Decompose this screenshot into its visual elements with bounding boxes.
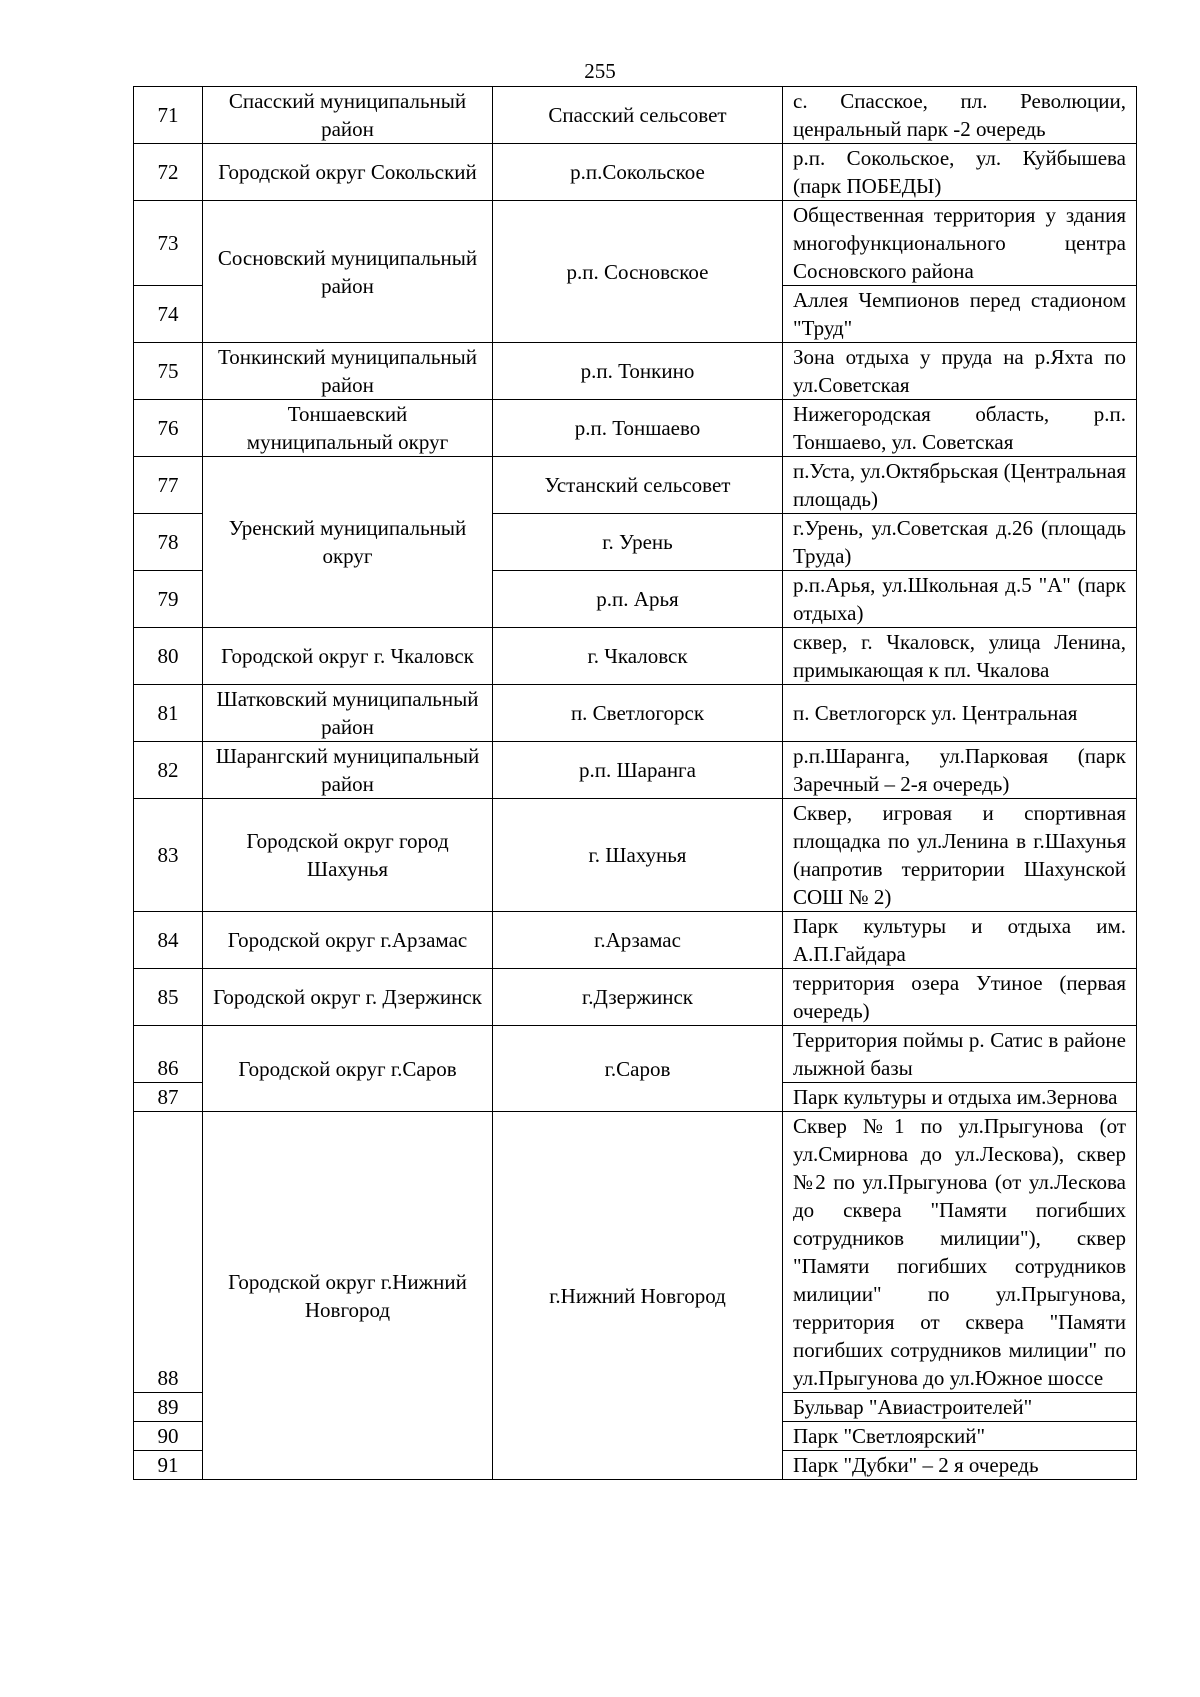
row-number: 88 <box>134 1112 203 1393</box>
row-number: 72 <box>134 144 203 201</box>
location-cell: Сквер, игровая и спортивная площадка по ул.Ленина в г.Шахунья (напротив территории Шахунской СОШ № 2) <box>783 799 1137 912</box>
settlement-cell: г.Нижний Новгород <box>493 1112 783 1480</box>
location-cell: Нижегородская область, р.п. Тоншаево, ул. Советская <box>783 400 1137 457</box>
location-cell: Общественная территория у здания многофункционального центра Сосновского района <box>783 201 1137 286</box>
municipality-cell: Шатковский муниципальный район <box>203 685 493 742</box>
row-number: 79 <box>134 571 203 628</box>
settlement-cell: г. Чкаловск <box>493 628 783 685</box>
municipality-cell: Тоншаевский муниципальный округ <box>203 400 493 457</box>
location-cell: Парк культуры и отдыха им.Зернова <box>783 1083 1137 1112</box>
row-number: 77 <box>134 457 203 514</box>
location-cell: территория озера Утиное (первая очередь) <box>783 969 1137 1026</box>
settlement-cell: Спасский сельсовет <box>493 87 783 144</box>
location-cell: Территория поймы р. Сатис в районе лыжной базы <box>783 1026 1137 1083</box>
location-cell: р.п.Шаранга, ул.Парковая (парк Заречный – 2-я очередь) <box>783 742 1137 799</box>
settlement-cell: г.Дзержинск <box>493 969 783 1026</box>
row-number: 85 <box>134 969 203 1026</box>
settlement-cell: г.Арзамас <box>493 912 783 969</box>
row-number: 73 <box>134 201 203 286</box>
row-number: 71 <box>134 87 203 144</box>
municipality-cell: Спасский муниципальный район <box>203 87 493 144</box>
row-number: 89 <box>134 1393 203 1422</box>
row-number: 86 <box>134 1026 203 1083</box>
table-row <box>134 799 1137 912</box>
location-cell: Парк "Дубки" – 2 я очередь <box>783 1451 1137 1480</box>
table-row <box>134 628 1137 685</box>
location-cell: р.п. Сокольское, ул. Куйбышева (парк ПОБЕДЫ) <box>783 144 1137 201</box>
table-row <box>134 201 1137 286</box>
municipality-cell: Уренский муниципальный округ <box>203 457 493 628</box>
location-cell: Бульвар "Авиастроителей" <box>783 1393 1137 1422</box>
location-cell: г.Урень, ул.Советская д.26 (площадь Труда) <box>783 514 1137 571</box>
location-cell: Парк "Светлоярский" <box>783 1422 1137 1451</box>
table-row <box>134 685 1137 742</box>
table-row <box>134 400 1137 457</box>
settlement-cell: п. Светлогорск <box>493 685 783 742</box>
municipality-cell: Городской округ г.Саров <box>203 1026 493 1112</box>
row-number: 74 <box>134 286 203 343</box>
settlement-cell: р.п. Тонкино <box>493 343 783 400</box>
location-cell: сквер, г. Чкаловск, улица Ленина, примыкающая к пл. Чкалова <box>783 628 1137 685</box>
row-number: 84 <box>134 912 203 969</box>
row-number: 76 <box>134 400 203 457</box>
location-cell: р.п.Арья, ул.Школьная д.5 "А" (парк отдыха) <box>783 571 1137 628</box>
location-cell: п.Уста, ул.Октябрьская (Центральная площадь) <box>783 457 1137 514</box>
municipality-cell: Городской округ г. Чкаловск <box>203 628 493 685</box>
municipality-cell: Городской округ г.Арзамас <box>203 912 493 969</box>
row-number: 90 <box>134 1422 203 1451</box>
location-cell: п. Светлогорск ул. Центральная <box>783 685 1137 742</box>
row-number: 82 <box>134 742 203 799</box>
row-number: 75 <box>134 343 203 400</box>
municipality-cell: Городской округ г. Дзержинск <box>203 969 493 1026</box>
row-number: 83 <box>134 799 203 912</box>
settlement-cell: Устанский сельсовет <box>493 457 783 514</box>
table-row <box>134 144 1137 201</box>
row-number: 78 <box>134 514 203 571</box>
municipality-cell: Городской округ Сокольский <box>203 144 493 201</box>
settlement-cell: р.п. Сосновское <box>493 201 783 343</box>
location-cell: Парк культуры и отдыха им. А.П.Гайдара <box>783 912 1137 969</box>
settlement-cell: г. Урень <box>493 514 783 571</box>
settlement-cell: р.п. Шаранга <box>493 742 783 799</box>
location-cell: Сквер №1 по ул.Прыгунова (от ул.Смирнова до ул.Лескова), сквер №2 по ул.Прыгунова (от ул.Лескова до сквера "Памяти погибших сотрудников милиции"), сквер "Памяти погибших сотрудников милиции" по ул.Прыгунова, территория от сквера "Памяти погибших сотрудников милиции" по ул.Прыгунова до ул.Южное шоссе <box>783 1112 1137 1393</box>
table-row <box>134 1026 1137 1083</box>
settlement-cell: р.п. Арья <box>493 571 783 628</box>
row-number: 80 <box>134 628 203 685</box>
territory-table <box>133 86 1137 1480</box>
settlement-cell: г.Саров <box>493 1026 783 1112</box>
municipality-cell: Шарангский муниципальный район <box>203 742 493 799</box>
row-number: 81 <box>134 685 203 742</box>
row-number: 87 <box>134 1083 203 1112</box>
municipality-cell: Городской округ город Шахунья <box>203 799 493 912</box>
settlement-cell: р.п.Сокольское <box>493 144 783 201</box>
municipality-cell: Городской округ г.Нижний Новгород <box>203 1112 493 1480</box>
location-cell: Аллея Чемпионов перед стадионом "Труд" <box>783 286 1137 343</box>
location-cell: с. Спасское, пл. Революции, ценральный парк -2 очередь <box>783 87 1137 144</box>
table-row <box>134 457 1137 514</box>
settlement-cell: г. Шахунья <box>493 799 783 912</box>
table-row <box>134 87 1137 144</box>
table-row <box>134 1112 1137 1393</box>
table-row <box>134 969 1137 1026</box>
municipality-cell: Сосновский муниципальный район <box>203 201 493 343</box>
municipality-cell: Тонкинский муниципальный район <box>203 343 493 400</box>
row-number: 91 <box>134 1451 203 1480</box>
table-row <box>134 343 1137 400</box>
location-cell: Зона отдыха у пруда на р.Яхта по ул.Советская <box>783 343 1137 400</box>
settlement-cell: р.п. Тоншаево <box>493 400 783 457</box>
table-row <box>134 912 1137 969</box>
table-row <box>134 742 1137 799</box>
page-number: 255 <box>584 59 616 83</box>
